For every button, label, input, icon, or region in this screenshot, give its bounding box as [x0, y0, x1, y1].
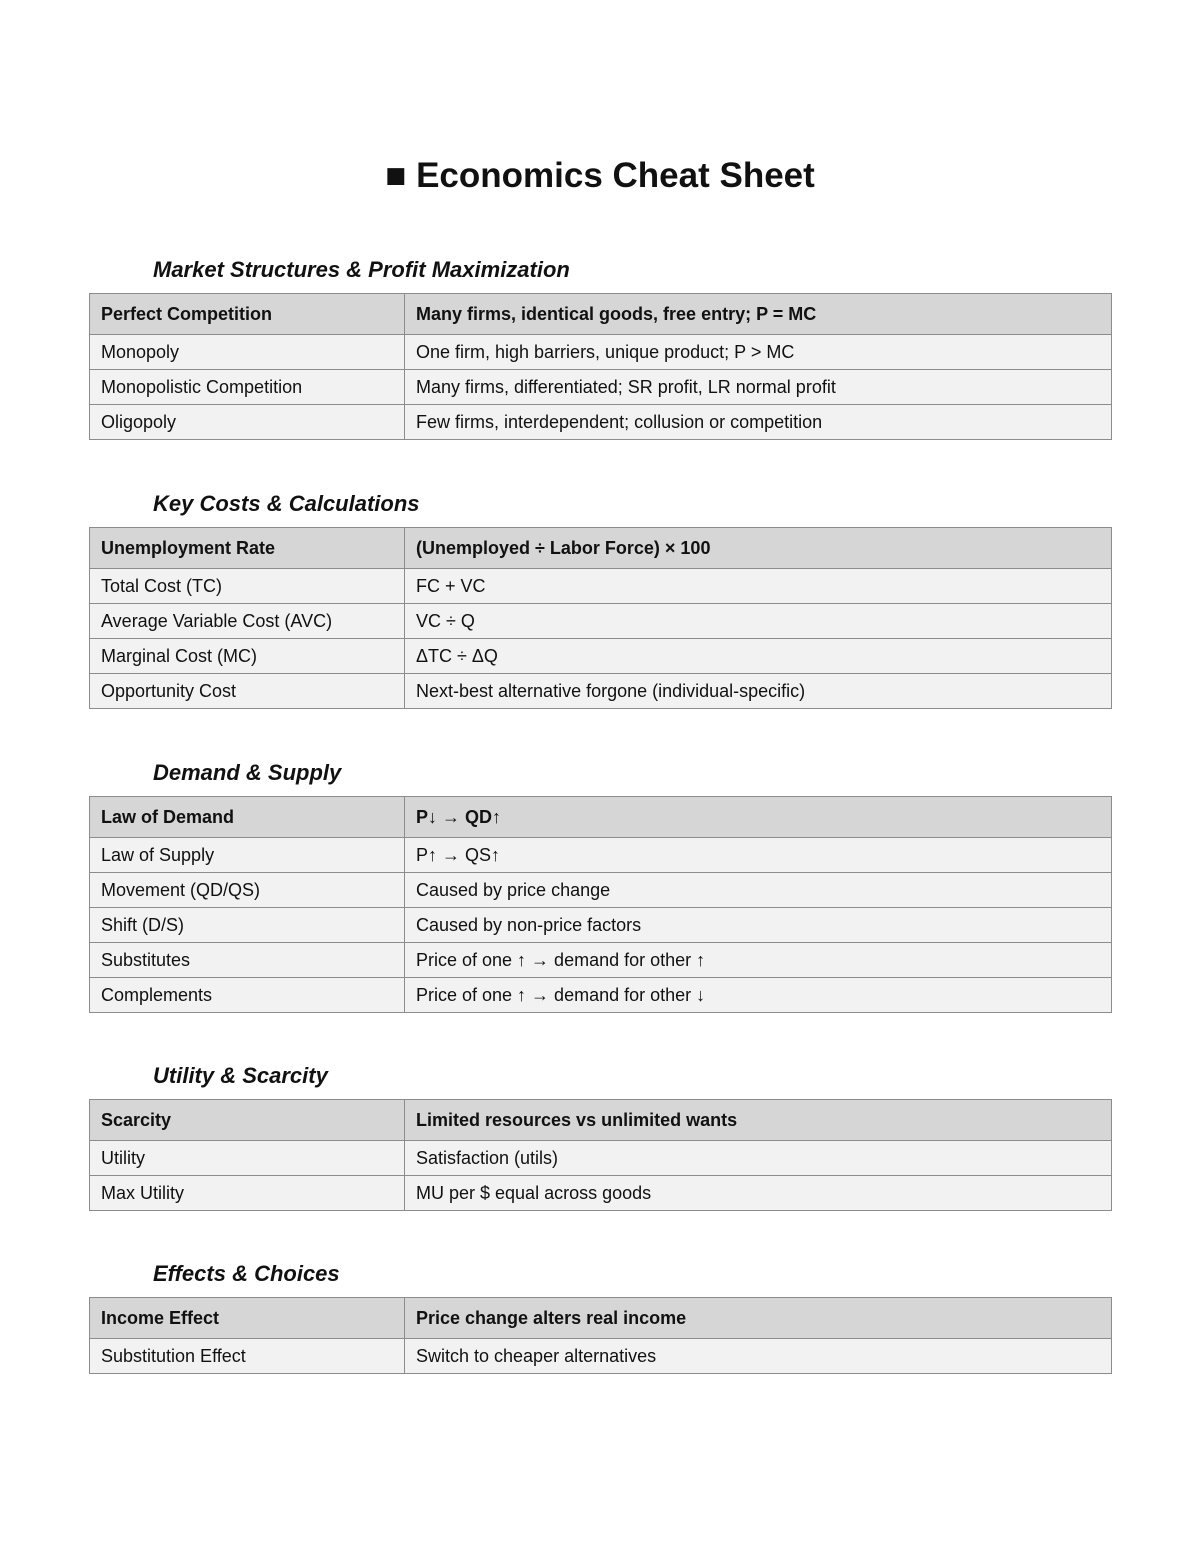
demand-supply-table	[89, 796, 1112, 1013]
term-cell: Law of Supply	[90, 838, 405, 873]
definition-cell: Limited resources vs unlimited wants	[405, 1100, 1112, 1141]
definition-cell: Caused by price change	[405, 873, 1112, 908]
definition-cell: ΔTC ÷ ΔQ	[405, 639, 1112, 674]
term-cell: Substitution Effect	[90, 1339, 405, 1374]
table-row	[90, 943, 1112, 978]
term-cell: Complements	[90, 978, 405, 1013]
definition-cell: P↑ → QS↑	[405, 838, 1112, 873]
term-cell: Movement (QD/QS)	[90, 873, 405, 908]
utility-scarcity-table	[89, 1099, 1112, 1211]
definition-cell: Price change alters real income	[405, 1298, 1112, 1339]
term-cell: Opportunity Cost	[90, 674, 405, 709]
table-row	[90, 405, 1112, 440]
effects-choices-table	[89, 1297, 1112, 1374]
definition-cell: P↓ → QD↑	[405, 797, 1112, 838]
section-title: Market Structures & Profit Maximization	[153, 257, 570, 282]
table-row	[90, 639, 1112, 674]
definition-cell: Many firms, differentiated; SR profit, LR normal profit	[405, 370, 1112, 405]
definition-cell: Few firms, interdependent; collusion or competition	[405, 405, 1112, 440]
table-row	[90, 604, 1112, 639]
definition-cell: MU per $ equal across goods	[405, 1176, 1112, 1211]
term-cell: Monopoly	[90, 335, 405, 370]
table-row	[90, 674, 1112, 709]
table-header-row	[90, 528, 1112, 569]
term-cell: Average Variable Cost (AVC)	[90, 604, 405, 639]
definition-cell: Many firms, identical goods, free entry; P = MC	[405, 294, 1112, 335]
table-row	[90, 1141, 1112, 1176]
definition-cell: FC + VC	[405, 569, 1112, 604]
definition-cell: Caused by non-price factors	[405, 908, 1112, 943]
definition-cell: One firm, high barriers, unique product; P > MC	[405, 335, 1112, 370]
table-row	[90, 838, 1112, 873]
definition-cell: Satisfaction (utils)	[405, 1141, 1112, 1176]
table-row	[90, 335, 1112, 370]
section-title: Effects & Choices	[153, 1261, 340, 1286]
table-header-row	[90, 1100, 1112, 1141]
table-row	[90, 873, 1112, 908]
market-structures-table	[89, 293, 1112, 440]
definition-cell: Price of one ↑ → demand for other ↑	[405, 943, 1112, 978]
table-row	[90, 1176, 1112, 1211]
section-demand-supply	[89, 759, 1111, 1013]
table-header-row	[90, 1298, 1112, 1339]
term-cell: Unemployment Rate	[90, 528, 405, 569]
term-cell: Oligopoly	[90, 405, 405, 440]
term-cell: Scarcity	[90, 1100, 405, 1141]
term-cell: Perfect Competition	[90, 294, 405, 335]
term-cell: Total Cost (TC)	[90, 569, 405, 604]
definition-cell: Switch to cheaper alternatives	[405, 1339, 1112, 1374]
section-effects-choices	[89, 1260, 1111, 1374]
section-key-costs	[89, 490, 1111, 709]
term-cell: Max Utility	[90, 1176, 405, 1211]
table-row	[90, 908, 1112, 943]
section-title: Utility & Scarcity	[153, 1063, 328, 1088]
page-title: ■ Economics Cheat Sheet	[385, 156, 815, 195]
term-cell: Substitutes	[90, 943, 405, 978]
section-market-structures	[89, 256, 1111, 440]
term-cell: Monopolistic Competition	[90, 370, 405, 405]
definition-cell: Next-best alternative forgone (individual-specific)	[405, 674, 1112, 709]
definition-cell: (Unemployed ÷ Labor Force) × 100	[405, 528, 1112, 569]
section-title: Demand & Supply	[153, 760, 342, 785]
term-cell: Law of Demand	[90, 797, 405, 838]
definition-cell: Price of one ↑ → demand for other ↓	[405, 978, 1112, 1013]
term-cell: Income Effect	[90, 1298, 405, 1339]
table-header-row	[90, 294, 1112, 335]
table-row	[90, 1339, 1112, 1374]
definition-cell: VC ÷ Q	[405, 604, 1112, 639]
term-cell: Marginal Cost (MC)	[90, 639, 405, 674]
table-row	[90, 370, 1112, 405]
table-header-row	[90, 797, 1112, 838]
section-title: Key Costs & Calculations	[153, 491, 420, 516]
key-costs-table	[89, 527, 1112, 709]
table-row	[90, 978, 1112, 1013]
table-row	[90, 569, 1112, 604]
term-cell: Utility	[90, 1141, 405, 1176]
term-cell: Shift (D/S)	[90, 908, 405, 943]
section-utility-scarcity	[89, 1062, 1111, 1211]
